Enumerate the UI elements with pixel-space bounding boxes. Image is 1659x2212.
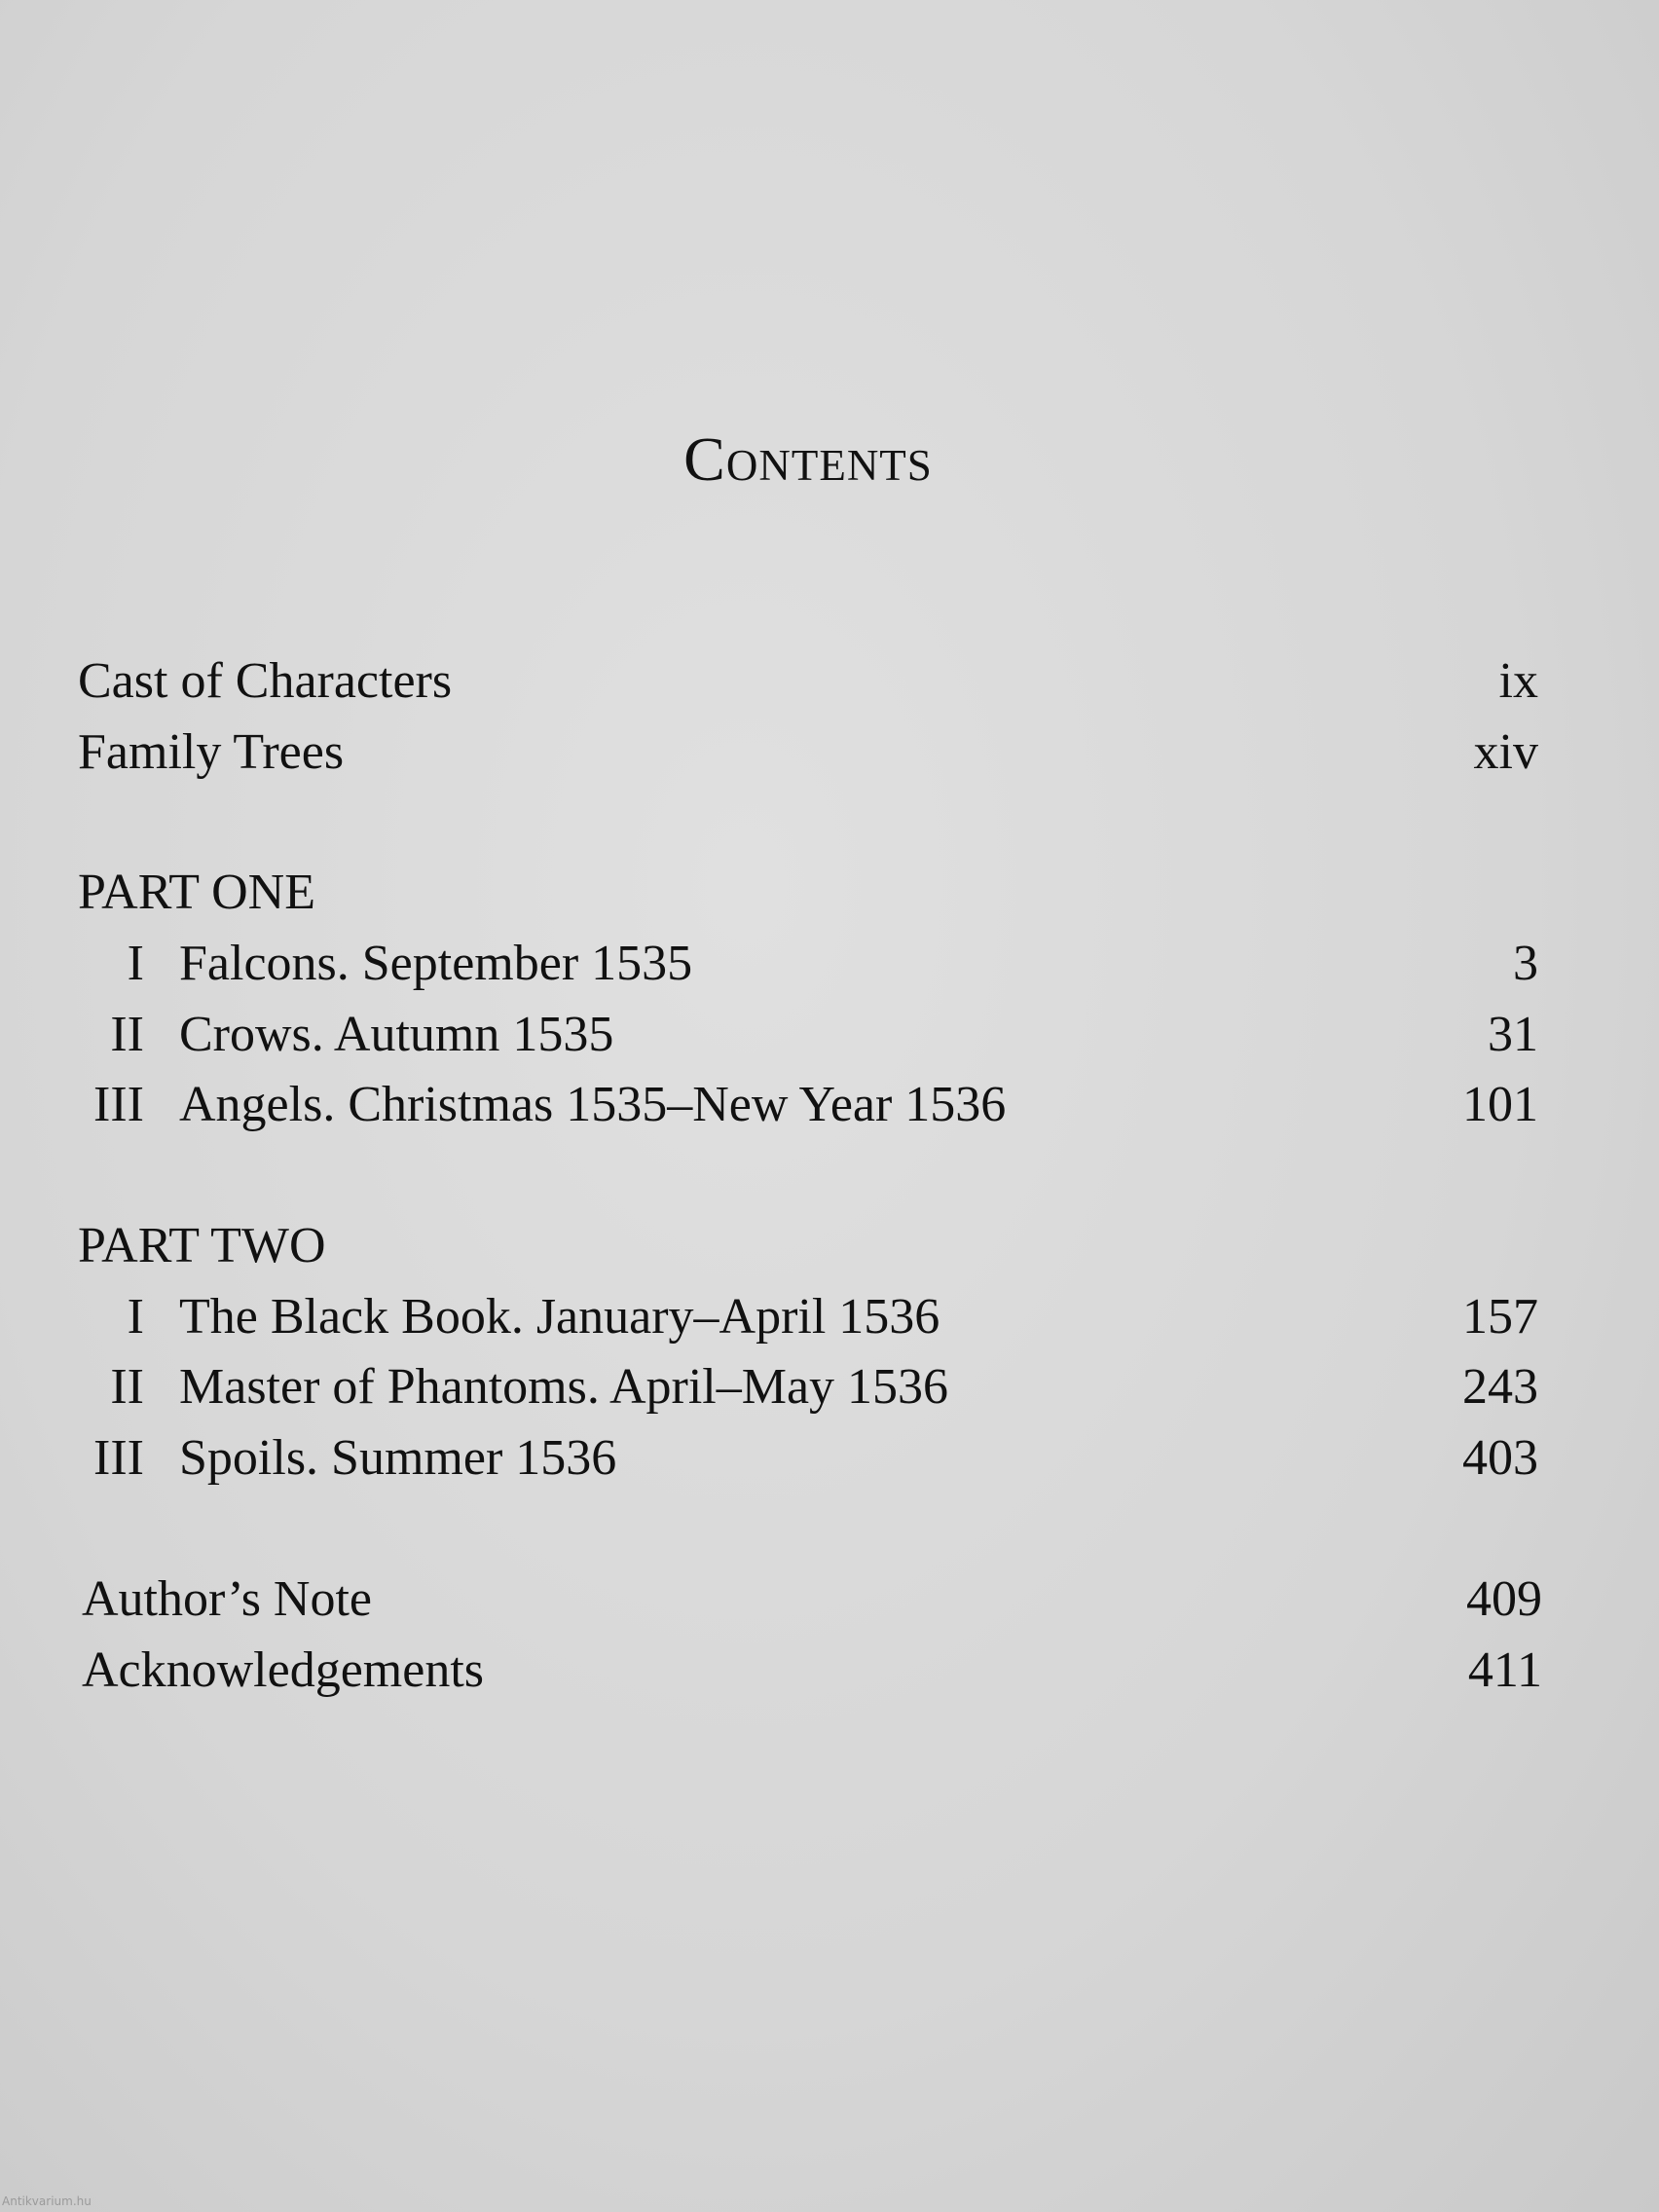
- toc-chapter-row: [78, 1426, 1538, 1491]
- toc-chapter-row: [78, 1355, 1538, 1419]
- toc-entry-page: 409: [1466, 1571, 1542, 1627]
- toc-entry-acknowledgements: [82, 1639, 1542, 1703]
- chapter-number: I: [127, 936, 144, 991]
- chapter-number: II: [110, 1359, 144, 1415]
- chapter-number: II: [110, 1007, 144, 1062]
- toc-chapter-row: [78, 932, 1538, 996]
- toc-entry-page: ix: [1498, 653, 1538, 709]
- part-heading-label: PART TWO: [78, 1218, 326, 1273]
- part-heading-label: PART ONE: [78, 865, 315, 920]
- toc-entry-page: 411: [1467, 1642, 1542, 1698]
- chapter-title: Master of Phantoms. April–May 1536: [179, 1359, 949, 1415]
- chapter-title: Falcons. September 1535: [179, 936, 693, 991]
- toc-entry-page: xiv: [1473, 724, 1538, 780]
- chapter-page: 157: [1462, 1289, 1538, 1345]
- toc-entry-label: Author’s Note: [82, 1571, 373, 1627]
- chapter-page: 243: [1462, 1359, 1538, 1415]
- chapter-page: 3: [1513, 936, 1538, 991]
- part-heading-two: [78, 1214, 1538, 1278]
- part-heading-one: [78, 861, 1538, 925]
- chapter-page: 403: [1462, 1430, 1538, 1486]
- toc-entry-cast-of-characters: [78, 649, 1538, 714]
- watermark-text: Antikvarium.hu: [2, 2194, 92, 2208]
- toc-chapter-row: [78, 1073, 1538, 1137]
- toc-entry-family-trees: [78, 720, 1538, 785]
- contents-title: Contents: [683, 424, 933, 494]
- chapter-title: The Black Book. January–April 1536: [179, 1289, 940, 1345]
- chapter-number: I: [127, 1289, 144, 1345]
- chapter-page: 101: [1462, 1077, 1538, 1132]
- chapter-title: Spoils. Summer 1536: [179, 1430, 617, 1486]
- toc-entry-authors-note: [82, 1567, 1542, 1632]
- toc-entry-label: Family Trees: [78, 724, 345, 780]
- toc-entry-label: Cast of Characters: [78, 653, 453, 709]
- chapter-page: 31: [1488, 1007, 1538, 1062]
- chapter-title: Crows. Autumn 1535: [179, 1007, 614, 1062]
- toc-entry-label: Acknowledgements: [82, 1642, 485, 1698]
- chapter-title: Angels. Christmas 1535–New Year 1536: [179, 1077, 1007, 1132]
- toc-chapter-row: [78, 1285, 1538, 1349]
- chapter-number: III: [93, 1077, 144, 1132]
- chapter-number: III: [93, 1430, 144, 1486]
- toc-chapter-row: [78, 1003, 1538, 1067]
